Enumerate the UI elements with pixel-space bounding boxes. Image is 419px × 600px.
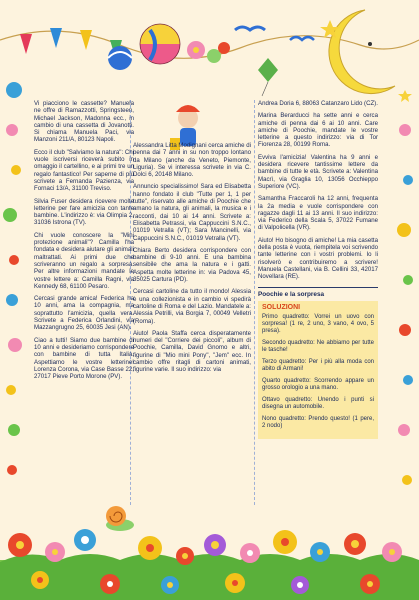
solution-item: Terzo quadretto: Per i più alla moda con abito di Armani!: [262, 359, 374, 373]
announcement-text: Evviva l'amicizia! Valentina ha 9 anni e desidera ricevere tantissime lettere da bambine di tutte le età. Scrivete a: Valentina Macrì, via Graglia 10, 13056 Occhieppo Superiore (VC).: [258, 153, 378, 190]
announcement-text: Silvia Fuser desidera ricevere molte letterine per fare amicizia con tante bambine. L'indirizzo è: via Olimpia 2, 31036 Istrona (TV).: [34, 197, 134, 227]
column-middle: [133, 142, 251, 379]
solution-item: Ottavo quadretto: Unendo i punti si disegna un automobile.: [262, 397, 374, 411]
bottom-flowers-decoration: [0, 529, 419, 600]
ball-icon: [108, 46, 132, 70]
beach-ball-icon: [140, 24, 180, 64]
column-divider: [254, 100, 255, 505]
announcement-text: Andrea Doria 6, 88063 Catanzaro Lido (CZ).: [258, 100, 378, 107]
announcement-text: Cercasi cartoline da tutto il mondo! Alessia è una collezionista e in cambio vi spedirà cartoline di Roma e del Lazio. Mandatele a: Alessia Petrilli, via Borgia 7, 00049 Velletri (Roma).: [133, 288, 251, 325]
garland-flags-decoration: [20, 28, 122, 60]
announcement-text: Aiuto! Paola Staffa cerca disperatamente numeri del "Corriere dei piccoli", album di Poochie, Camilla, David Gnomo e altri, figurine di "Mio mini Pony", "Jem" ecc. In cambio offre ritagli di cartoni animati, figurine varie. Il suo indirizzo: via: [133, 329, 251, 374]
column-right: [258, 100, 378, 439]
snail-illustration: [106, 506, 134, 531]
flowers-top-decoration: [187, 41, 230, 63]
solutions-panel: [258, 301, 378, 439]
game-box-title: Poochie e la sorpresa: [258, 290, 325, 298]
bird-icon: [290, 37, 314, 40]
moon-icon: [329, 10, 395, 94]
kite-icon: [258, 58, 278, 96]
solution-item: Primo quadretto: Vorrei un uovo con sorpresa! (1 re, 2 uno, 3 vano, 4 ovo, 5 presa).: [262, 314, 374, 335]
announcement-text: Alessandra Litta Modignani cerca amiche di penna dai 7 anni in su non troppo lontano da Milano (anche da Veneto, Piemonte, Liguria). Se vi interessa scrivete in via C. Dolci 6, 20148 Milano.: [133, 142, 251, 179]
column-left: [34, 100, 134, 385]
solution-item: Nono quadretto: Prendo questo! (1 pere, 2 nodo): [262, 416, 374, 430]
solution-item: Quarto quadretto: Scorrendo appare un grosso orologio a una mano.: [262, 378, 374, 392]
announcement-text: Chiara Berto desidera corrispondere con bambine di 9-10 anni. E una bambina sensibile che ama la natura e i gatti. Aspetta molte letterine in: via Padova 45, 35025 Cartura (PD).: [133, 246, 251, 284]
announcement-text: Ciao a tutti! Siamo due bambine di 10 anni e desideriamo corrispondere con bambine di tutta Italia. Aspettiamo le vostre letterine! Lorenza Corona, via Case Basse 22, 27017 Pieve Porto Morone (PV).: [34, 336, 134, 381]
announcement-text: Chi vuole conoscere la "Mini protezione animali"? Camilla l'ha fondata e desidera aiutare gli animali maltrattati. Ai primi due che scriveranno un regalo a sorpresa. Per altre informazioni mandate le vostre lettere a: Camilla Ragni, via Kennedy 68, 61100 Pesaro.: [34, 231, 134, 290]
announcement-text: Ecco il club "Salviamo la natura": Chi vuole iscriversi riceverà subito in omaggio il cartellino, e ai primi tre un regalo fantastico! Per saperne di più scrivete a Fernanda Pazienza, via Fornaci 13/A, 31100 Treviso.: [34, 148, 134, 193]
announcement-text: Marina Berarducci ha sette anni e cerca amiche di penna dai 6 ai 10 anni. Care amiche di Poochie, mandate le vostre letterine a questo indirizzo: via di Tor Fiorenza 28, 00199 Roma.: [258, 112, 378, 149]
solutions-title: SOLUZIONI: [262, 303, 301, 311]
announcement-text: Vi piacciono le cassette? Manuela ne offre di Ramazzotti, Springsteen, Michael Jackson, Madonna ecc., in cambio di una cassetta di Jovanotti. Si chiama Manuela Paci, via Manzoni 211/A, 80123 Napoli.: [34, 100, 134, 144]
announcement-text: Annuncio specialissimo! Sara ed Elisabetta hanno fondato il club "Tutte per 1, 1 per tutte", riservato alle amiche di Poochie che amano la natura, gli animali, la musica e i racconti, dai 10 ai 14 anni. Scrivete a: Elisabetta Petrassi, via Cappuccini S.N.C., 01019 Vetralla (VT); Sara Mancinelli, via Cappuccini S.N.C., 01019 Vetralla (VT).: [133, 183, 251, 242]
announcement-text: Samantha Fraccaroli ha 12 anni, frequenta la 2a media e vuole corrispondere con ragazze dagli 11 ai 13 anni. Il suo indirizzo: via Federico della Scala 5, 37022 Fumane di Valpolicella (VR).: [258, 195, 378, 232]
left-border-decoration: [3, 82, 22, 475]
right-border-decoration: [397, 124, 413, 485]
announcement-text: Cercasi grande amica! Federica ha 10 anni, ama la compagnia, ma soprattutto l'amicizia, quella vera. Scrivete a Federica Orlandini, via Mazzangrugno 25, 60035 Jesi (AN).: [34, 295, 134, 332]
announcement-text: Aiuto! Ho bisogno di amiche! La mia casetta della posta è vuota, riempitela voi scrivendo tante letterine con i vostri problemi. Io li risolverò e contribuiremo a scrivere! Manuela Castellani, via B. Cellini 33, 42017 Novellara (RE).: [258, 236, 378, 281]
bird-icon: [235, 27, 265, 30]
solution-item: Secondo quadretto: Ne abbiamo per tutte le tasche!: [262, 340, 374, 354]
game-box: [258, 287, 378, 440]
